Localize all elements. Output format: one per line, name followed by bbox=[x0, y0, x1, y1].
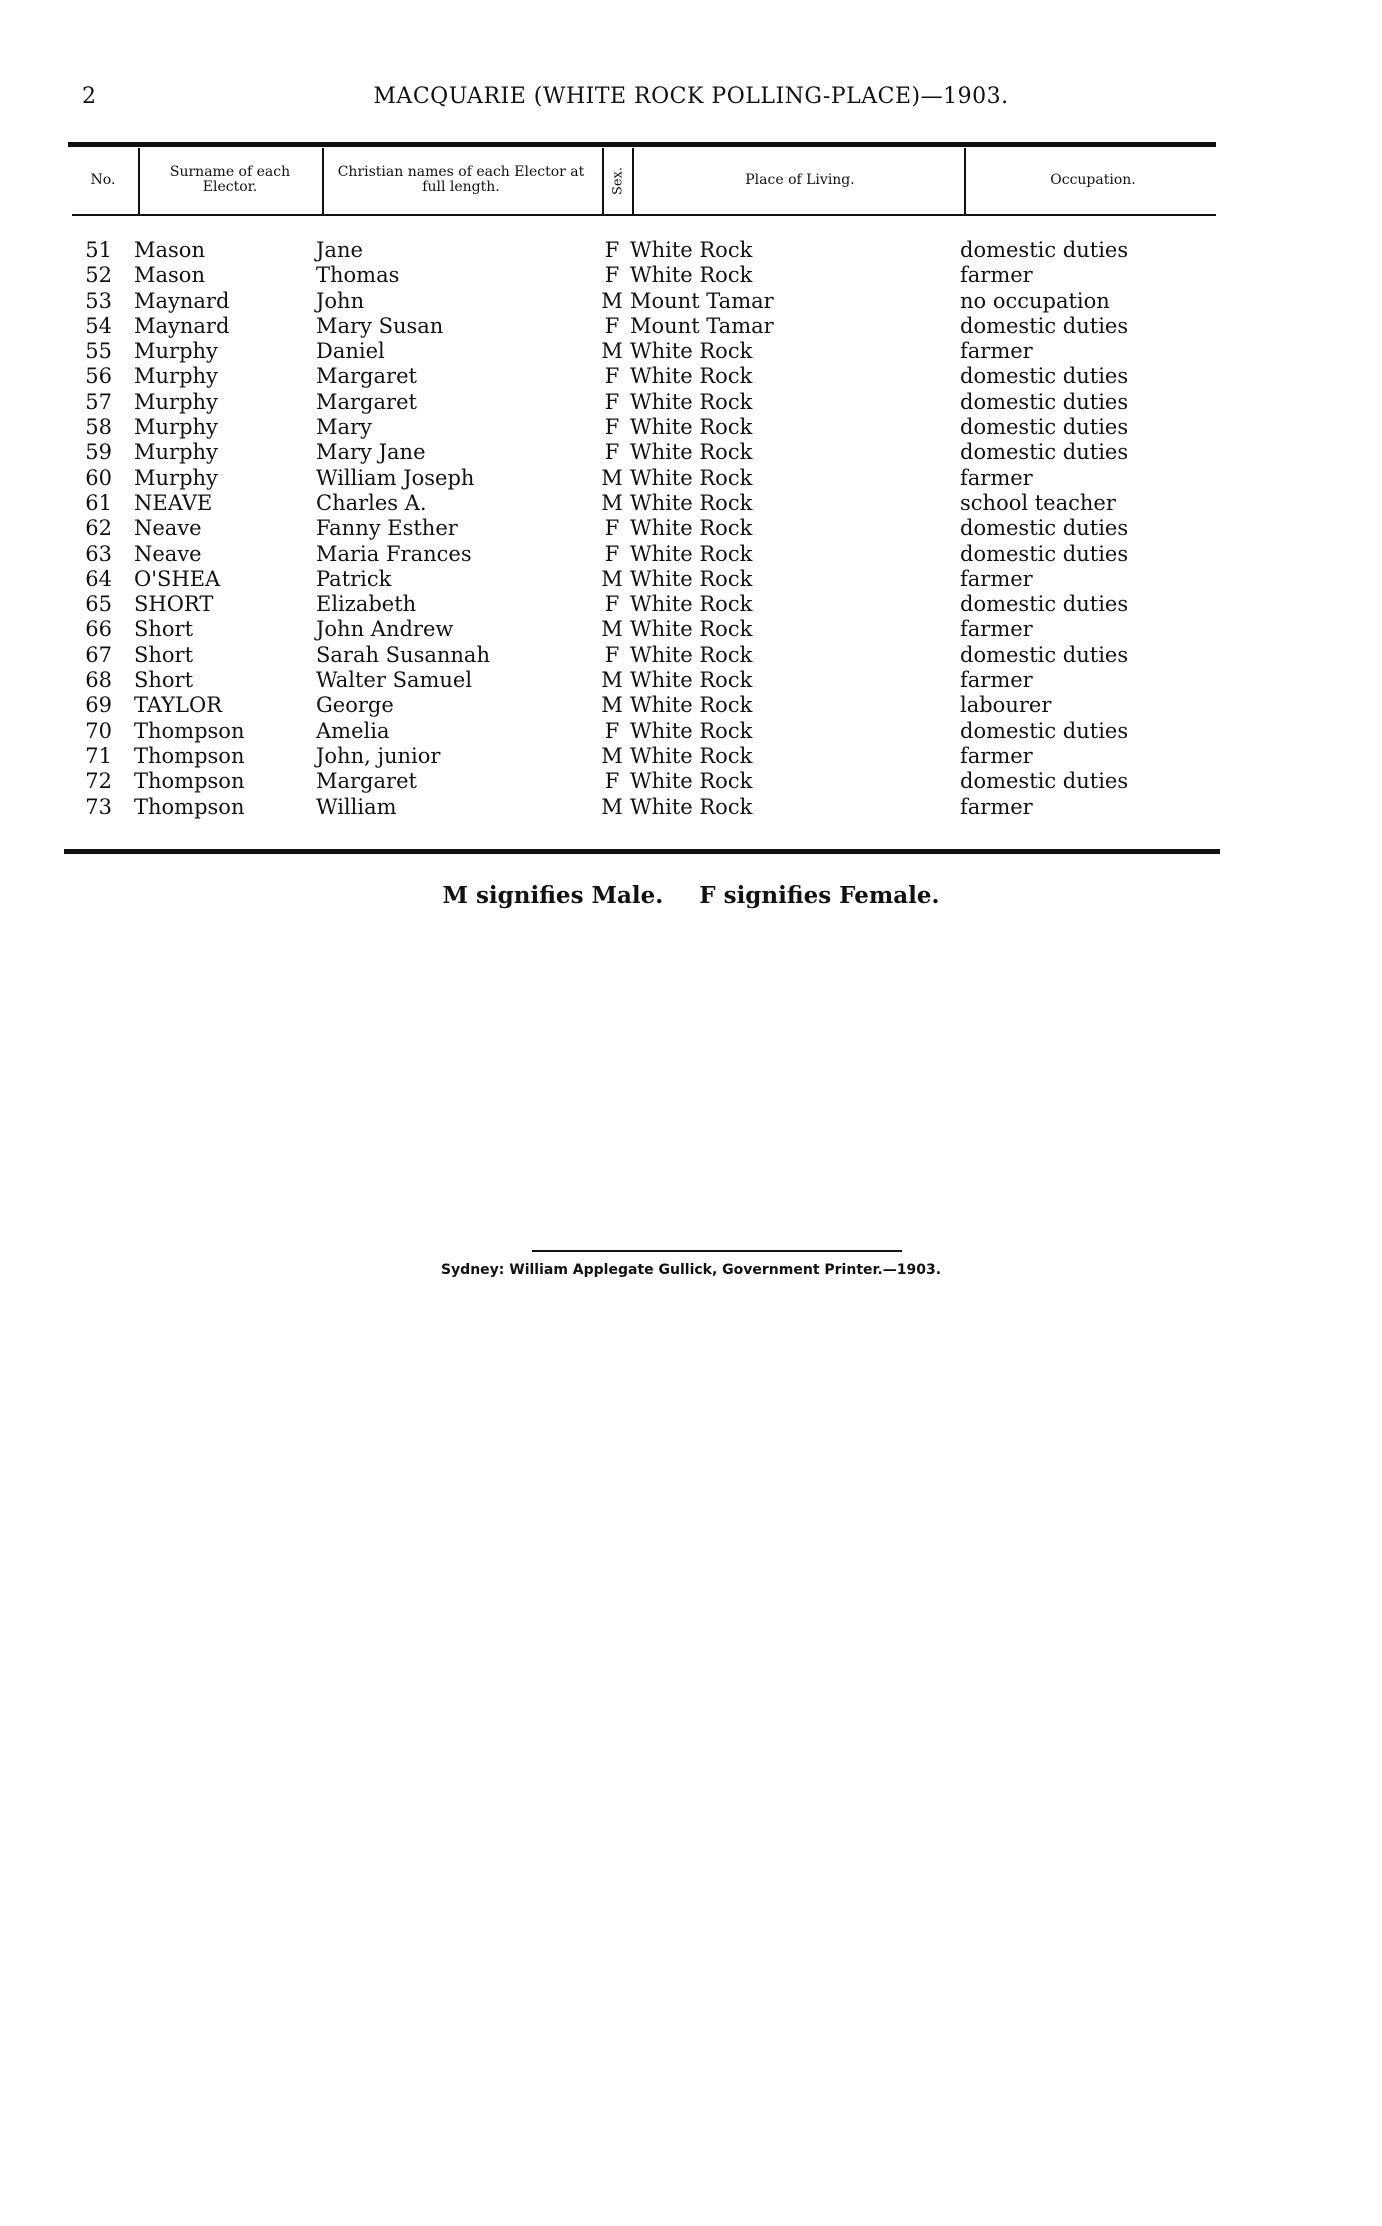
header-bottom-rule bbox=[72, 214, 1216, 216]
elector-number: 59 bbox=[85, 440, 112, 465]
elector-sex: F bbox=[604, 642, 620, 667]
elector-number: 61 bbox=[85, 490, 112, 515]
elector-christian-names: John, junior bbox=[316, 743, 441, 768]
elector-sex: M bbox=[601, 794, 623, 819]
col-header-surname: Surname of each Elector. bbox=[169, 164, 291, 195]
elector-sex: M bbox=[601, 490, 623, 515]
elector-place: White Rock bbox=[630, 743, 753, 768]
table-row bbox=[0, 415, 1382, 440]
elector-surname: Murphy bbox=[134, 440, 218, 465]
elector-number: 65 bbox=[85, 592, 112, 617]
col-header-place: Place of Living. bbox=[745, 171, 855, 188]
elector-number: 54 bbox=[85, 313, 112, 338]
elector-occupation: labourer bbox=[960, 693, 1052, 718]
elector-surname: Murphy bbox=[134, 339, 218, 364]
elector-occupation: domestic duties bbox=[960, 313, 1129, 338]
elector-sex: M bbox=[601, 743, 623, 768]
elector-place: White Rock bbox=[630, 541, 753, 566]
elector-number: 63 bbox=[85, 541, 112, 566]
elector-number: 72 bbox=[85, 769, 112, 794]
elector-place: White Rock bbox=[630, 339, 753, 364]
elector-sex: F bbox=[604, 389, 620, 414]
elector-sex: F bbox=[604, 541, 620, 566]
elector-number: 58 bbox=[85, 415, 112, 440]
elector-place: White Rock bbox=[630, 364, 753, 389]
elector-surname: Thompson bbox=[134, 718, 245, 743]
table-row bbox=[0, 238, 1382, 263]
elector-number: 67 bbox=[85, 642, 112, 667]
elector-christian-names: John bbox=[316, 288, 365, 313]
elector-place: White Rock bbox=[630, 617, 753, 642]
table-row bbox=[0, 643, 1382, 668]
elector-number: 52 bbox=[85, 263, 112, 288]
table-row bbox=[0, 542, 1382, 567]
elector-occupation: domestic duties bbox=[960, 364, 1129, 389]
elector-place: White Rock bbox=[630, 769, 753, 794]
elector-surname: Mason bbox=[134, 238, 205, 262]
elector-christian-names: Margaret bbox=[316, 769, 417, 794]
elector-occupation: domestic duties bbox=[960, 238, 1129, 262]
table-row bbox=[0, 567, 1382, 592]
elector-place: White Rock bbox=[630, 794, 753, 819]
elector-surname: Neave bbox=[134, 541, 202, 566]
elector-christian-names: Amelia bbox=[316, 718, 390, 743]
elector-surname: Mason bbox=[134, 263, 205, 288]
col-header-christian: Christian names of each Elector at full length. bbox=[337, 164, 585, 195]
elector-christian-names: Maria Frances bbox=[316, 541, 472, 566]
table-row bbox=[0, 744, 1382, 769]
elector-surname: Maynard bbox=[134, 288, 230, 313]
elector-place: White Rock bbox=[630, 693, 753, 718]
legend-male: M signifies Male. bbox=[442, 882, 664, 909]
elector-sex: F bbox=[604, 592, 620, 617]
col-divider bbox=[964, 148, 966, 214]
elector-surname: NEAVE bbox=[134, 490, 213, 515]
elector-christian-names: Thomas bbox=[316, 263, 400, 288]
elector-surname: O'SHEA bbox=[134, 566, 221, 591]
elector-occupation: domestic duties bbox=[960, 415, 1129, 440]
elector-sex: F bbox=[604, 415, 620, 440]
elector-place: White Rock bbox=[630, 465, 753, 490]
elector-surname: Murphy bbox=[134, 465, 218, 490]
elector-christian-names: Margaret bbox=[316, 389, 417, 414]
elector-sex: M bbox=[601, 668, 623, 693]
elector-surname: Short bbox=[134, 617, 194, 642]
elector-number: 62 bbox=[85, 516, 112, 541]
elector-place: White Rock bbox=[630, 415, 753, 440]
table-row bbox=[0, 617, 1382, 642]
elector-christian-names: Margaret bbox=[316, 364, 417, 389]
elector-number: 64 bbox=[85, 566, 112, 591]
elector-number: 70 bbox=[85, 718, 112, 743]
sex-legend bbox=[0, 882, 1382, 909]
elector-christian-names: Daniel bbox=[316, 339, 385, 364]
elector-number: 55 bbox=[85, 339, 112, 364]
elector-christian-names: William Joseph bbox=[316, 465, 475, 490]
table-row bbox=[0, 263, 1382, 288]
elector-occupation: no occupation bbox=[960, 288, 1110, 313]
elector-occupation: farmer bbox=[960, 465, 1033, 490]
table-row bbox=[0, 795, 1382, 820]
elector-occupation: farmer bbox=[960, 617, 1033, 642]
elector-sex: M bbox=[601, 288, 623, 313]
elector-surname: Short bbox=[134, 642, 194, 667]
col-header-sex bbox=[608, 158, 628, 204]
col-divider bbox=[322, 148, 324, 214]
table-row bbox=[0, 719, 1382, 744]
elector-place: White Rock bbox=[630, 238, 753, 262]
elector-number: 51 bbox=[85, 238, 112, 262]
table-row bbox=[0, 668, 1382, 693]
elector-occupation: farmer bbox=[960, 743, 1033, 768]
elector-occupation: farmer bbox=[960, 263, 1033, 288]
page-title: MACQUARIE (WHITE ROCK POLLING-PLACE)—1903. bbox=[373, 84, 1009, 109]
elector-christian-names: Mary Jane bbox=[316, 440, 426, 465]
elector-occupation: domestic duties bbox=[960, 642, 1129, 667]
elector-sex: M bbox=[601, 339, 623, 364]
elector-christian-names: William bbox=[316, 794, 397, 819]
col-header-no: No. bbox=[90, 171, 116, 188]
elector-christian-names: George bbox=[316, 693, 394, 718]
elector-sex: F bbox=[604, 238, 620, 262]
elector-occupation: farmer bbox=[960, 668, 1033, 693]
elector-sex: F bbox=[604, 718, 620, 743]
elector-number: 57 bbox=[85, 389, 112, 414]
elector-sex: F bbox=[604, 769, 620, 794]
elector-sex: M bbox=[601, 566, 623, 591]
table-bottom-rule bbox=[64, 849, 1220, 854]
elector-surname: Thompson bbox=[134, 794, 245, 819]
col-header-sex-label: Sex. bbox=[610, 166, 626, 196]
elector-number: 53 bbox=[85, 288, 112, 313]
elector-occupation: domestic duties bbox=[960, 389, 1129, 414]
elector-christian-names: Jane bbox=[316, 238, 363, 262]
table-row bbox=[0, 390, 1382, 415]
elector-sex: F bbox=[604, 364, 620, 389]
elector-sex: M bbox=[601, 465, 623, 490]
elector-number: 71 bbox=[85, 743, 112, 768]
elector-christian-names: Walter Samuel bbox=[316, 668, 473, 693]
table-row bbox=[0, 693, 1382, 718]
elector-occupation: domestic duties bbox=[960, 541, 1129, 566]
table-row bbox=[0, 491, 1382, 516]
legend-female: F signifies Female. bbox=[699, 882, 940, 909]
elector-christian-names: Charles A. bbox=[316, 490, 427, 515]
elector-place: White Rock bbox=[630, 263, 753, 288]
elector-place: White Rock bbox=[630, 440, 753, 465]
col-divider bbox=[632, 148, 634, 214]
table-row bbox=[0, 592, 1382, 617]
table-row bbox=[0, 364, 1382, 389]
elector-surname: Thompson bbox=[134, 769, 245, 794]
elector-surname: Short bbox=[134, 668, 194, 693]
table-row bbox=[0, 314, 1382, 339]
elector-surname: Murphy bbox=[134, 364, 218, 389]
table-row bbox=[0, 289, 1382, 314]
elector-surname: Murphy bbox=[134, 389, 218, 414]
elector-occupation: school teacher bbox=[960, 490, 1116, 515]
elector-sex: M bbox=[601, 617, 623, 642]
elector-sex: F bbox=[604, 313, 620, 338]
elector-occupation: domestic duties bbox=[960, 592, 1129, 617]
elector-occupation: farmer bbox=[960, 794, 1033, 819]
table-row bbox=[0, 440, 1382, 465]
elector-christian-names: Mary Susan bbox=[316, 313, 444, 338]
elector-surname: Neave bbox=[134, 516, 202, 541]
elector-number: 60 bbox=[85, 465, 112, 490]
elector-occupation: domestic duties bbox=[960, 440, 1129, 465]
elector-christian-names: Mary bbox=[316, 415, 372, 440]
elector-occupation: domestic duties bbox=[960, 769, 1129, 794]
printer-imprint: Sydney: William Applegate Gullick, Government Printer.—1903. bbox=[440, 1262, 942, 1278]
elector-sex: F bbox=[604, 263, 620, 288]
elector-occupation: farmer bbox=[960, 566, 1033, 591]
elector-place: White Rock bbox=[630, 490, 753, 515]
elector-number: 69 bbox=[85, 693, 112, 718]
col-divider bbox=[602, 148, 604, 214]
col-divider bbox=[138, 148, 140, 214]
elector-christian-names: Patrick bbox=[316, 566, 392, 591]
table-row bbox=[0, 769, 1382, 794]
elector-surname: Maynard bbox=[134, 313, 230, 338]
printer-rule bbox=[532, 1250, 902, 1252]
elector-christian-names: Fanny Esther bbox=[316, 516, 458, 541]
elector-sex: F bbox=[604, 440, 620, 465]
table-row bbox=[0, 516, 1382, 541]
table-row bbox=[0, 466, 1382, 491]
page-number: 2 bbox=[82, 84, 96, 109]
elector-place: White Rock bbox=[630, 516, 753, 541]
elector-place: White Rock bbox=[630, 642, 753, 667]
elector-christian-names: Sarah Susannah bbox=[316, 642, 490, 667]
elector-place: White Rock bbox=[630, 592, 753, 617]
electors-table bbox=[0, 238, 1382, 820]
elector-surname: TAYLOR bbox=[134, 693, 223, 718]
col-header-occupation: Occupation. bbox=[1050, 171, 1136, 188]
elector-place: Mount Tamar bbox=[630, 313, 774, 338]
elector-place: White Rock bbox=[630, 718, 753, 743]
elector-place: White Rock bbox=[630, 566, 753, 591]
elector-number: 73 bbox=[85, 794, 112, 819]
elector-surname: Murphy bbox=[134, 415, 218, 440]
elector-place: White Rock bbox=[630, 389, 753, 414]
elector-place: Mount Tamar bbox=[630, 288, 774, 313]
elector-occupation: domestic duties bbox=[960, 718, 1129, 743]
elector-number: 68 bbox=[85, 668, 112, 693]
table-row bbox=[0, 339, 1382, 364]
elector-christian-names: John Andrew bbox=[316, 617, 454, 642]
header-top-rule bbox=[68, 142, 1216, 147]
elector-occupation: farmer bbox=[960, 339, 1033, 364]
elector-number: 66 bbox=[85, 617, 112, 642]
elector-occupation: domestic duties bbox=[960, 516, 1129, 541]
elector-sex: F bbox=[604, 516, 620, 541]
elector-christian-names: Elizabeth bbox=[316, 592, 417, 617]
elector-surname: Thompson bbox=[134, 743, 245, 768]
elector-place: White Rock bbox=[630, 668, 753, 693]
elector-sex: M bbox=[601, 693, 623, 718]
elector-number: 56 bbox=[85, 364, 112, 389]
elector-surname: SHORT bbox=[134, 592, 214, 617]
